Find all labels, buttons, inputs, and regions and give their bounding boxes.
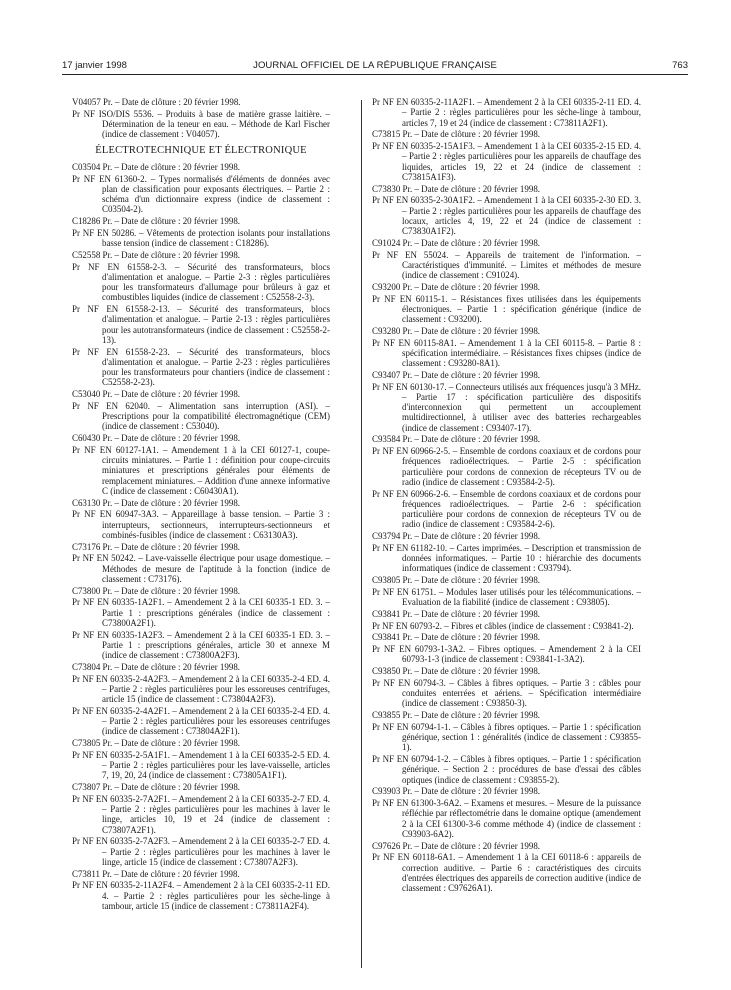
journal-title: JOURNAL OFFICIEL DE LA RÉPUBLIQUE FRANÇAISE <box>253 60 497 71</box>
notice-entry: C93794 Pr. – Date de clôture : 20 février 1998. <box>372 531 541 541</box>
notice-entry: Pr NF EN 60127-1A1. – Amendement 1 à la CEI 60127-1, coupe-circuits miniatures. – Partie 1 : définition pour coupe-circuits miniatures et prescriptions générales pour éléments de remplacement miniatures. – Addition d'une annexe informative C (indice de classement : C60430A1). <box>72 444 330 496</box>
notice-entry: C18286 Pr. – Date de clôture : 20 février 1998. <box>72 216 241 226</box>
notice-entry: Pr NF EN 55024. – Appareils de traitement de l'information. – Caractéristiques d'immunité. – Limites et méthodes de mesure (indice de classement : C91024). <box>372 249 641 280</box>
notice-entry: Pr NF EN 60335-1A2F1. – Amendement 2 à la CEI 60335-1 ED. 3. – Partie 1 : prescriptions générales (indice de classement : C73800A2F1). <box>72 597 330 628</box>
header-rule <box>62 74 688 75</box>
notice-entry: C93407 Pr. – Date de clôture : 20 février 1998. <box>372 369 541 380</box>
notice-entry: Pr NF EN 60794-3. – Câbles à fibres optiques. – Partie 3 : câbles pour conduites enterrées et aériens. – Spécification intermédiaire (indice de classement : C93850-3). <box>372 677 641 709</box>
notice-entry: Pr NF EN 61558-2-13. – Sécurité des transformateurs, blocs d'alimentation et analogue. – Partie 2-13 : règles particulières pour les autotransformateurs (indice de classement : C52558-2-13). <box>72 304 330 345</box>
notice-entry: Pr NF EN 60966-2-6. – Ensemble de cordons coaxiaux et de cordons pour fréquences radioélectriques. – Partie 2-6 : spécification particulière pour cordons de connexion de récepteurs TV ou de radio (indice de classement : C93584-2-6). <box>372 488 641 530</box>
notice-entry: Pr NF EN 60115-1. – Résistances fixes utilisées dans les équipements électroniques. – Partie 1 : spécification générique (indice de classement : C93200). <box>372 293 641 324</box>
notice-entry: C93584 Pr. – Date de clôture : 20 février 1998. <box>372 434 541 445</box>
notice-entry: Pr NF EN 60335-2-15A1F3. – Amendement 1 à la CEI 60335-2-15 ED. 4. – Partie 2 : règles particulières pour les appareils de chauffage des liquides, articles 19, 22 et 24 (indice de classement : C73815A1F3). <box>372 141 641 182</box>
notice-entry: C73800 Pr. – Date de clôture : 20 février 1998. <box>72 585 241 596</box>
notice-entry: C91024 Pr. – Date de clôture : 20 février 1998. <box>372 237 541 248</box>
notice-entry: Pr NF EN 61360-2. – Types normalisés d'éléments de données avec plan de classification pour exposants électriques. – Partie 2 : schéma d'un dictionnaire express (indice de classement : C03504-2). <box>72 173 330 215</box>
notice-entry: Pr NF EN 60335-1A2F3. – Amendement 2 à la CEI 60335-1 ED. 3. – Partie 1 : prescriptions générales, article 30 et annexe M (indice de classement : C73800A2F3). <box>72 629 330 660</box>
notice-entry: Pr NF EN 61558-2-3. – Sécurité des transformateurs, blocs d'alimentation et analogue. – Partie 2-3 : règles particulières pour les transformateurs d'allumage pour brûleurs à gaz et combustibles liquides (indice de classement : C52558-2-3). <box>72 261 330 303</box>
notice-entry: Pr NF EN 60335-2-7A2F3. – Amendement 2 à la CEI 60335-2-7 ED. 4. – Partie 2 : règles particulières pour les machines à laver le linge, article 15 (indice de classement : C73807A2F3). <box>72 836 330 867</box>
notice-entry: Pr NF EN 60115-8A1. – Amendement 1 à la CEI 60115-8. – Partie 8 : spécification intermédiaire. – Résistances fixes chipses (indice de classement : C93280-8A1). <box>372 337 641 368</box>
notice-entry: V04057 Pr. – Date de clôture : 20 février 1998. <box>72 97 241 107</box>
notice-entry: Pr NF EN 61751. – Modules laser utilisés pour les télécommunications. – Evaluation de la fiabilité (indice de classement : C93805). <box>372 586 641 607</box>
left-column <box>72 97 330 967</box>
notice-entry: C63130 Pr. – Date de clôture : 20 février 1998. <box>72 497 241 508</box>
notice-entry: C93850 Pr. – Date de clôture : 20 février 1998. <box>372 666 541 676</box>
notice-entry: C73830 Pr. – Date de clôture : 20 février 1998. <box>372 183 541 194</box>
notice-entry: Pr NF EN 61182-10. – Cartes imprimées. – Description et transmission de données informatiques. – Partie 10 : hiérarchie des documents informatiques (indice de classement : C93794). <box>372 542 641 574</box>
notice-entry: Pr NF EN 60335-2-4A2F1. – Amendement 2 à la CEI 60335-2-4 ED. 4. – Partie 2 : règles particulières pour les essoreuses centrifuges (indice de classement : C73804A2F1). <box>72 705 330 737</box>
notice-entry: Pr NF EN 62040. – Alimentation sans interruption (ASI). – Prescriptions pour la compatibilité électromagnétique (CEM) (indice de classement : C53040). <box>72 400 330 432</box>
notice-entry: C93805 Pr. – Date de clôture : 20 février 1998. <box>372 575 541 585</box>
notice-entry: C53040 Pr. – Date de clôture : 20 février 1998. <box>72 389 241 399</box>
right-column <box>372 97 641 967</box>
notice-entry: Pr NF EN 60335-2-7A2F1. – Amendement 2 à la CEI 60335-2-7 ED. 4. – Partie 2 : règles particulières pour les machines à laver le linge, articles 10, 19 et 24 (indice de classement : C73807A2F1). <box>72 793 330 835</box>
notice-entry: C97626 Pr. – Date de clôture : 20 février 1998. <box>372 840 541 851</box>
notice-entry: Pr NF EN 60335-2-30A1F2. – Amendement 1 à la CEI 60335-2-30 ED. 3. – Partie 2 : règles particulières pour les appareils de chauffage des locaux, articles 4, 19, 22 et 24 (indice de classement : C73830A1F2). <box>372 195 641 236</box>
notice-entry: C60430 Pr. – Date de clôture : 20 février 1998. <box>72 433 241 443</box>
notice-entry: Pr NF EN 50286. – Vêtements de protection isolants pour installations basse tension (indice de classement : C18286). <box>72 227 330 248</box>
notice-entry: Pr NF EN 60793-1-3A2. – Fibres optiques. – Amendement 2 à la CEI 60793-1-3 (indice de classement : C93841-1-3A2). <box>372 644 641 665</box>
notice-entry: C73805 Pr. – Date de clôture : 20 février 1998. <box>72 738 241 748</box>
notice-entry: Pr NF EN 60794-1-2. – Câbles à fibres optiques. – Partie 1 : spécification générique. – Section 2 : procédures de base d'essai des câbles optiques (indice de classement : C93855-2). <box>372 754 641 785</box>
notice-entry: C93200 Pr. – Date de clôture : 20 février 1998. <box>372 281 541 292</box>
notice-entry: Pr NF EN 60966-2-5. – Ensemble de cordons coaxiaux et de cordons pour fréquences radioélectriques. – Partie 2-5 : spécification particulière pour cordons de connexion de récepteurs TV ou de radio (indice de classement : C93584-2-5). <box>372 446 641 487</box>
notice-entry: Pr NF EN 60118-6A1. – Amendement 1 à la CEI 60118-6 : appareils de correction auditive. – Partie 6 : caractéristiques des circuits d'entrées électriques des appareils de correction auditive (indice de classement : C97626A1). <box>372 852 641 893</box>
notice-entry: C73804 Pr. – Date de clôture : 20 février 1998. <box>72 661 241 672</box>
section-title: ÉLECTROTECHNIQUE ET ÉLECTRONIQUE <box>95 144 307 156</box>
notice-entry: Pr NF EN 60794-1-1. – Câbles à fibres optiques. – Partie 1 : spécification générique, section 1 : généralités (indice de classement : C93855-1). <box>372 721 641 753</box>
notice-entry: C73807 Pr. – Date de clôture : 20 février 1998. <box>72 782 241 792</box>
notice-entry: C52558 Pr. – Date de clôture : 20 février 1998. <box>72 249 241 260</box>
page-number: 763 <box>672 60 688 71</box>
notice-entry: Pr NF EN 60335-2-5A1F1. – Amendement 1 à la CEI 60335-2-5 ED. 4. – Partie 2 : règles particulières pour les lave-vaisselle, articles 7, 19, 20, 24 (indice de classement : C73805A1F1). <box>72 749 330 781</box>
notice-entry: C93855 Pr. – Date de clôture : 20 février 1998. <box>372 710 541 720</box>
notice-entry: Pr NF EN 50242. – Lave-vaisselle électrique pour usage domestique. – Méthodes de mesure de l'aptitude à la fonction (indice de classement : C73176). <box>72 553 330 584</box>
notice-entry: Pr NF EN 60335-2-11A2F4. – Amendement 2 à la CEI 60335-2-11 ED. 4. – Partie 2 : règles particulières pour les sèche-linge à tambour, article 15 (indice de classement : C73811A2F4). <box>72 880 330 911</box>
notice-entry: Pr NF EN 60947-3A3. – Appareillage à basse tension. – Partie 3 : interrupteurs, sectionneurs, interrupteurs-sectionneurs et combinés-fusibles (indice de classement : C63130A3). <box>72 509 330 540</box>
notice-entry: C03504 Pr. – Date de clôture : 20 février 1998. <box>72 161 241 172</box>
column-divider <box>361 100 362 968</box>
page-header <box>62 58 688 74</box>
notice-entry: C93280 Pr. – Date de clôture : 20 février 1998. <box>372 325 541 336</box>
notice-entry: Pr NF EN 60130-17. – Connecteurs utilisés aux fréquences jusqu'à 3 MHz. – Partie 17 : spécification particulière des dispositifs d'interconnexion qui permettent un accouplement multidirectionnel, à utiliser avec des batteries rechargeables (indice de classement : C93407-17). <box>372 381 641 433</box>
notice-entry: Pr NF EN 61300-3-6A2. – Examens et mesures. – Mesure de la puissance réfléchie par réflectométrie dans le domaine optique (amendement 2 à la CEI 61300-3-6 comme méthode 4) (indice de classement : C93903-6A2). <box>372 798 641 839</box>
notice-entry: C73811 Pr. – Date de clôture : 20 février 1998. <box>72 868 240 879</box>
notice-entry: Pr NF ISO/DIS 5536. – Produits à base de matière grasse laitière. – Détermination de la teneur en eau. – Méthode de Karl Fischer (indice de classement : V04057). <box>72 108 330 140</box>
notice-entry: C93841 Pr. – Date de clôture : 20 février 1998. <box>372 608 541 619</box>
header-date: 17 janvier 1998 <box>62 60 127 71</box>
notice-entry: C93903 Pr. – Date de clôture : 20 février 1998. <box>372 786 541 797</box>
notice-entry: Pr NF EN 60335-2-11A2F1. – Amendement 2 à la CEI 60335-2-11 ED. 4. – Partie 2 : règles particulières pour les sèche-linge à tambour, articles 7, 19 et 24 (indice de classement : C73811A2F1). <box>372 97 641 128</box>
notice-entry: C73815 Pr. – Date de clôture : 20 février 1998. <box>372 129 541 140</box>
notice-entry: C93841 Pr. – Date de clôture : 20 février 1998. <box>372 632 541 643</box>
notice-entry: Pr NF EN 61558-2-23. – Sécurité des transformateurs, blocs d'alimentation et analogue. – Partie 2-23 : règles particulières pour les transformateurs pour chantiers (indice de classement : C52558-2-23). <box>72 346 330 388</box>
notice-entry: Pr NF EN 60793-2. – Fibres et câbles (indice de classement : C93841-2). <box>372 620 634 631</box>
notice-entry: Pr NF EN 60335-2-4A2F3. – Amendement 2 à la CEI 60335-2-4 ED. 4. – Partie 2 : règles particulières pour les essoreuses centrifuges, article 15 (indice de classement : C73804A2F3). <box>72 673 330 704</box>
notice-entry: C73176 Pr. – Date de clôture : 20 février 1998. <box>72 541 241 552</box>
